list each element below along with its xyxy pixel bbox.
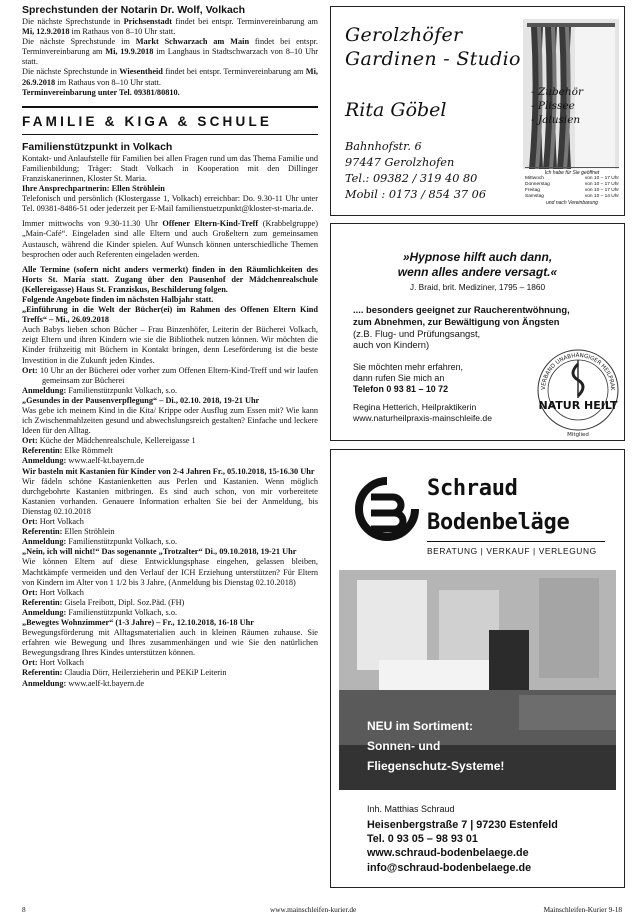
schraud-product: Bodenbeläge [427, 510, 570, 535]
event-text: Bewegungsförderung mit Alltagsmaterialien auch in kleinen Räumen zuhause. Sie erfahren wie Bewegung und Ihres zusammenhängen und wie Sie den natürlichen Bewegungsdrang Ihres Kindes unterstützen können. [22, 628, 318, 658]
schraud-ad [330, 449, 625, 888]
event-ort: Ort: Hort Volkach [22, 658, 84, 668]
schraud-tagline: BERATUNG | VERKAUF | VERLEGUNG [427, 546, 597, 556]
article-column [22, 4, 318, 689]
gardinen-title: Gerolzhöfer Gardinen - Studio [345, 24, 521, 70]
event-title: Wir basteln mit Kastanien für Kinder von 2-4 Jahren Fr., 05.10.2018, 15-16.30 Uhr [22, 466, 315, 476]
event-anm: Anmeldung: www.aelf-kt.bayern.de [22, 456, 145, 466]
hypnose-quote: »Hypnose hilft auch dann, wenn alles andere versagt.« [397, 250, 558, 279]
page-number: 8 [22, 905, 26, 914]
hypnose-benefits: .... besonders geeignet zur Raucherentwöhnung, zum Abnehmen, zur Bewältigung von Ängsten (z.B. Flug- und Prüfungsangst, auch von Kindern) [353, 304, 570, 351]
event-anm: Anmeldung: Familienstützpunkt Volkach, s.o. [22, 607, 178, 617]
event-text: Wie können Eltern auf diese Entwicklungsphase eingehen, gelassen bleiben, Machtkämpfe vermeiden und den Verlauf der ICH Erziehung unterstützen? Für Eltern von Kindern im Alter von 1 1/2 bis 3 Jahre, (Anmeldung bis Dienstag 02.10.2018) [22, 557, 318, 587]
event-ref: Referentin: Ellen Ströhlein [22, 527, 115, 537]
event-text: Was gebe ich meinem Kind in die Kita/ Krippe oder Ausflug zum Essen mit? Wie kann ich Zwischenmahlzeiten gesund und abwechslungsreich gestalten? Einfache und leckere Ideen für den Alltag. [22, 406, 318, 436]
event-ort: Ort: Hort Volkach [22, 587, 84, 597]
event-anm: Anmeldung: Familienstützpunkt Volkach, s.o. [22, 537, 178, 547]
hypnose-cite: J. Braid, brit. Mediziner, 1795 – 1860 [409, 282, 546, 292]
svg-text:VERBAND UNABHÄNGIGER HEILPRAKT: VERBAND UNABHÄNGIGER HEILPRAK [540, 352, 616, 391]
section-title: FAMILIE & KIGA & SCHULE [22, 113, 273, 129]
gardinen-offer: - Zubehör - Plissee - Jalusien [531, 86, 583, 126]
section-header [22, 106, 318, 135]
notary-title: Sprechstunden der Notarin Dr. Wolf, Volkach [22, 4, 246, 16]
event-ort: Ort: 10 Uhr an der Bücherei oder vorher zum Offenen Eltern-Kind-Treff und wir laufen gemeinsam zur Bücherei [22, 365, 318, 385]
event-ref: Referentin: Elke Römmelt [22, 446, 113, 456]
gardinen-address: Bahnhofstr. 6 97447 Gerolzhofen Tel.: 09382 / 319 40 80 Mobil : 0173 / 854 37 06 [345, 140, 487, 201]
hypnose-contact: Sie möchten mehr erfahren, dann rufen Sie mich an Telefon 0 93 81 – 10 72 [353, 362, 464, 394]
event-title: „Nein, ich will nicht!“ Das sogenannte „Trotzalter“ Di., 09.10.2018, 19-21 Uhr [22, 547, 297, 557]
section-intro: Kontakt- und Anlaufstelle für Familien bei allen Fragen rund um das Thema Familie und Familienbildung; Träger: Stadt Volkach in Kooperation mit den Dillinger Franziskanerinnen, Kloster St. Maria. [22, 153, 318, 183]
sb-logo [353, 475, 421, 543]
event-title: „Gesundes in der Pausenverpflegung“ – Di., 02.10. 2018, 19-21 Uhr [22, 395, 260, 405]
event-text: Wir fädeln schöne Kastanienketten aus Perlen und Kastanien. Wenn möglich durchgebohrte Kastanien mitbringen. Es sind auch schon, von mir vorbereitete Kastanien vorhanden. Genauere Information erhalten Sie bei der Anmeldung, bis Dienstag 02.10.2018 [22, 476, 318, 516]
photo-overlay-text: NEU im Sortiment: Sonnen- und Fliegenschutz-Systeme! [367, 719, 505, 773]
event-anm: Anmeldung: www.aelf-kt.bayern.de [22, 678, 145, 688]
footer-issue: Mainschleifen-Kurier 9-18 [543, 905, 622, 914]
event-text: Auch Babys lieben schon Bücher – Frau Binzenhöfer, Leiterin der Bücherei Volkach, zeigt Eltern und ihren Kindern wie sie die Bibliothek nutzen können. Wir möchten die Kinder frühzeitig mit Büchern in Kontakt bringen, denn Leseförderung ist die beste Investition in die Zukunft jeden Kindes. [22, 325, 318, 365]
association-seal [535, 346, 621, 438]
event-ref: Referentin: Gisela Freibott, Dipl. Soz.Päd. (FH) [22, 597, 185, 607]
notary-paragraph-1: Die nächste Sprechstunde in Prichsenstadt findet bei entspr. Terminvereinbarung am Mi, 12.9.2018 im Rathaus von 8–10 Uhr statt. [22, 17, 318, 37]
event-ort: Ort: Küche der Mädchenrealschule, Kellereigasse 1 [22, 436, 196, 446]
offers-head: Folgende Angebote finden im nächsten Halbjahr statt. [22, 294, 214, 304]
hypnose-ad [330, 223, 625, 441]
opening-hours: Ich habe für Sie geöffnet Mittwoch von 10 – 17 Uhr Donnerstag von 10 – 17 Uhr Freitag von 10 – 17 Uhr Samstag von 10 – 14 Uhr und nach Vereinbarung [525, 167, 619, 206]
schraud-contact: Heisenbergstraße 7 | 97230 Estenfeld Tel. 0 93 05 – 98 93 01 www.schraud-bodenbelaege.de info@schraud-bodenbelaege.de [367, 819, 558, 874]
gardinen-ad [330, 6, 625, 216]
event-title: „Bewegtes Wohnzimmer“ (1-3 Jahre) – Fr., 12.10.2018, 16-18 Uhr [22, 617, 254, 627]
svg-text:Mitglied: Mitglied [567, 432, 589, 438]
notary-paragraph-2: Die nächste Sprechstunde im Markt Schwarzach am Main findet bei entspr. Terminvereinbarung am Mi, 19.9.2018 im Langhaus in Stadtschwarzach von 8–10 Uhr statt. [22, 37, 318, 67]
cafe-paragraph: Immer mittwochs von 9.30-11.30 Uhr Offener Eltern-Kind-Treff (Krabbelgruppe) „Main-Café“. Eingeladen sind alle Eltern und auch Großeltern zum gemeinsamen Austausch, während die Kinder spielen. Auf Wunsch können unterschiedliche Themen besprochen oder auch Referenten eingeladen werden. [22, 219, 318, 259]
svg-text:NATUR HEILT: NATUR HEILT [538, 399, 618, 412]
notary-phone: Terminvereinbarung unter Tel. 09381/80810. [22, 87, 180, 97]
schraud-name: Schraud [427, 476, 518, 501]
event-ort: Ort: Hort Volkach [22, 517, 84, 527]
schraud-owner: Inh. Matthias Schraud [367, 804, 455, 814]
hypnose-name: Regina Hetterich, Heilpraktikerin www.naturheilpraxis-mainschleife.de [353, 402, 492, 423]
footer-url: www.mainschleifen-kurier.de [270, 905, 357, 914]
section-subtitle: Familienstützpunkt in Volkach [22, 140, 173, 153]
event-ref: Referentin: Claudia Dörr, Heilerzieherin und PEKiP Leiterin [22, 668, 227, 678]
event-anm: Anmeldung: Familienstützpunkt Volkach, s.o. [22, 385, 178, 395]
contact-head: Ihre Ansprechpartnerin: Ellen Ströhlein [22, 184, 165, 194]
contact-body: Telefonisch und persönlich (Klostergasse 1, Volkach) erreichbar: Do. 9.30-11 Uhr unter Tel. 09381-8486-51 oder jederzeit per E-Mail familienstuetzpunkt@kloster-st-maria.de. [22, 194, 318, 214]
gardinen-owner: Rita Göbel [345, 99, 447, 121]
location-note: Alle Termine (sofern nicht anders vermerkt) finden in den Räumlichkeiten des Horts St. Maria statt. Zugang über den Pausenhof der Mädchenrealschule (Kellereigasse) Haus St. Franziskus, Beschilderung folgen. [22, 264, 318, 294]
event-title: „Einführung in die Welt der Bücher(ei) im Rahmen des Offenen Eltern Kind Treffs“ – Mi., 26.09.2018 [22, 305, 318, 325]
notary-paragraph-3: Die nächste Sprechstunde in Wiesentheid findet bei entspr. Terminvereinbarung am Mi, 26.9.2018 im Rathaus von 8–10 Uhr statt. [22, 67, 318, 87]
event-list [22, 305, 318, 689]
